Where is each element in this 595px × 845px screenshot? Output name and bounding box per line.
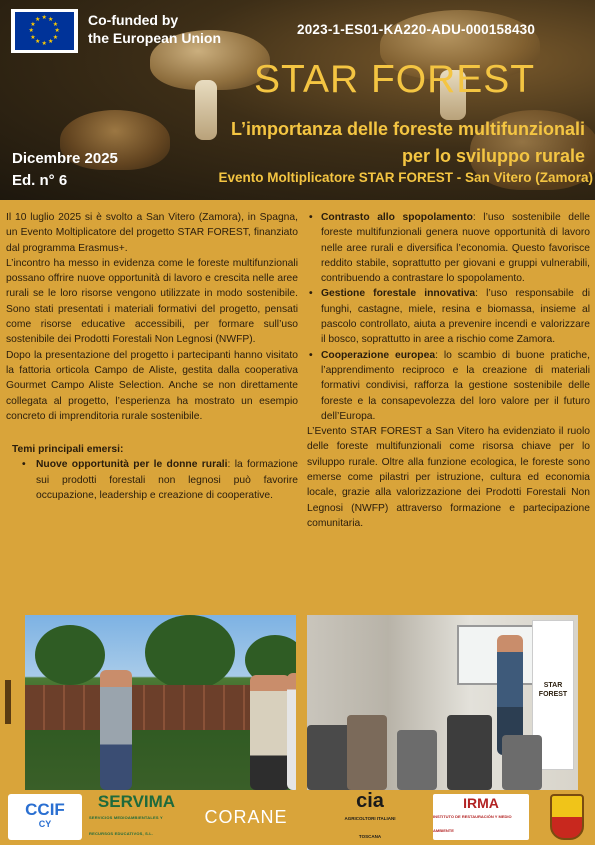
eu-star-icon: ★: [41, 15, 47, 21]
issue-info: [12, 148, 118, 192]
paragraph-intro: Il 10 luglio 2025 si è svolto a San Vitero (Zamora), in Spagna, un Evento Moltiplicatore del progetto STAR FOREST, finanziato dal programma Erasmus+.: [6, 212, 298, 254]
irma-logo-subtext: INSTITUTO DE RESTAURACIÓN Y MEDIO AMBIENTE: [433, 814, 512, 833]
partner-logos: [0, 790, 595, 845]
list-item: [6, 457, 298, 503]
issue-edition: Ed. n° 6: [12, 172, 68, 189]
topic-text: : l’uso sostenibile delle foreste multifunzionali genera nuove opportunità di lavoro nelle aree rurali e diversifica l’economia. Questo favorisce reddito stabile, soprattutto per giovani e gruppi vulnerabili, contribuendo a contrastare lo spopolamento.: [321, 212, 590, 285]
cia-logo-subtext: AGRICOLTORI ITALIANI: [344, 816, 396, 821]
topic-text: : lo scambio di buone pratiche, l’apprendimento reciproco e la creazione di materiali formativi condivisi, rafforza la gestione sostenibile delle foreste e la consapevolezza del loro valore per il futuro dell’Europa.: [321, 349, 590, 422]
newsletter-subtitle: [231, 116, 585, 170]
right-column: [307, 210, 590, 531]
corane-logo-text: CORANE: [204, 806, 288, 827]
eu-label-line2: the European Union: [88, 30, 221, 46]
ccif-logo: [8, 794, 82, 840]
list-item: [307, 348, 590, 424]
ccif-logo-text: CCIF: [25, 800, 65, 819]
topic-title: Gestione forestale innovativa: [321, 288, 476, 300]
ccif-logo-subtext: CY: [38, 819, 52, 829]
eu-star-icon: ★: [30, 34, 36, 41]
servima-logo: [89, 792, 184, 836]
photo-farm-visit: [25, 615, 296, 790]
cia-logo-text: cia: [356, 790, 384, 812]
topics-list: [6, 457, 298, 503]
topics-heading: Temi principali emersi:: [12, 444, 124, 456]
eu-star-icon: ★: [35, 39, 41, 46]
topic-text: : l’uso responsabile di funghi, castagne, miele, resina e biomassa, insieme al pascolo controllato, aiuta a prevenire incendi e valorizzare il bosco, soprattutto in aree a rischio come Zamora.: [321, 288, 590, 346]
irma-logo-text: IRMA: [463, 795, 499, 811]
topic-title: Nuove opportunità per le donne rurali: [36, 459, 228, 471]
newsletter-title: STAR FOREST: [254, 58, 536, 101]
subtitle-line1: L’importanza delle foreste multifunzionali: [230, 119, 585, 139]
eu-cofunded-label: [88, 11, 221, 47]
eu-star-icon: ★: [30, 21, 36, 28]
servima-logo-subtext: SERVICIOS MEDIOAMBIENTALES Y RECURSOS EDUCATIVOS, S.L.: [89, 815, 163, 836]
list-item: [307, 286, 590, 347]
event-title: Evento Moltiplicatore STAR FOREST - San Vitero (Zamora): [218, 170, 593, 185]
eu-star-icon: ★: [52, 21, 59, 28]
side-accent-bar: [5, 680, 11, 724]
eu-label-line1: Co-funded by: [88, 12, 179, 28]
eu-star-icon: ★: [52, 34, 59, 41]
left-column: [6, 210, 298, 503]
eu-star-icon: ★: [35, 16, 41, 23]
topic-text: : la formazione sui prodotti forestali non legnosi può favorire occupazione, leadership e creazione di cooperative.: [36, 459, 298, 502]
topic-title: Contrasto allo spopolamento: [321, 212, 473, 223]
eu-star-icon: ★: [48, 39, 54, 46]
topics-list-continued: [307, 210, 590, 424]
issue-date: Dicembre 2025: [12, 150, 118, 167]
banner-line1: STAR: [543, 682, 563, 689]
header-banner: [0, 0, 595, 200]
eu-star-icon: ★: [54, 28, 60, 34]
municipality-coat-of-arms: [550, 794, 584, 840]
eu-star-icon: ★: [41, 41, 47, 47]
topic-title: Cooperazione europea: [321, 349, 436, 361]
eu-flag-logo: [11, 9, 78, 53]
corane-logo: [192, 800, 300, 834]
servima-logo-text: SERVIMA: [97, 792, 176, 811]
photo-presentation: [307, 615, 578, 790]
paragraph-meeting: L’incontro ha messo in evidenza come le foreste multifunzionali possano offrire nuove opportunità di lavoro e crescita nelle aree rurali se le loro risorse vengono utilizzate in modo sostenibile. Sono stati presentati i materiali formativi del progetto, pensati come risorse educative accessibili, per formare sull’uso sostenibile dei Prodotti Forestali Non Legnosi (NWFP).: [6, 257, 298, 346]
paragraph-conclusion: L’Evento STAR FOREST a San Vitero ha evidenziato il ruolo delle foreste multifunzionali come risorsa chiave per lo sviluppo rurale. Oltre alla funzione ecologica, le foreste sono emerse come pilastri per istruzione, cultura ed economia locale, grazie alla valorizzazione dei Prodotti Forestali Non Legnosi (NWFP) attraverso formazione e partecipazione comunitaria.: [307, 426, 590, 529]
cia-toscana-logo: [330, 790, 410, 843]
paragraph-visit: Dopo la presentazione del progetto i partecipanti hanno visitato la fattoria orticola Campo de Aliste, gestita dalla cooperativa Gourmet Campo Aliste Selection. Anche se non direttamente collegata al progetto, l’esperienza ha mostrato un esempio concreto di imprenditoria rurale sostenibile.: [6, 349, 298, 422]
project-code: 2023-1-ES01-KA220-ADU-000158430: [297, 22, 536, 37]
subtitle-line2: per lo sviluppo rurale: [401, 146, 585, 166]
irma-logo: [433, 794, 529, 840]
list-item: [307, 210, 590, 286]
cia-logo-subtext: TOSCANA: [358, 834, 382, 839]
banner-line2: FOREST: [538, 691, 568, 698]
eu-star-icon: ★: [28, 28, 34, 34]
mushroom-stem: [195, 80, 217, 140]
eu-star-icon: ★: [48, 16, 54, 23]
